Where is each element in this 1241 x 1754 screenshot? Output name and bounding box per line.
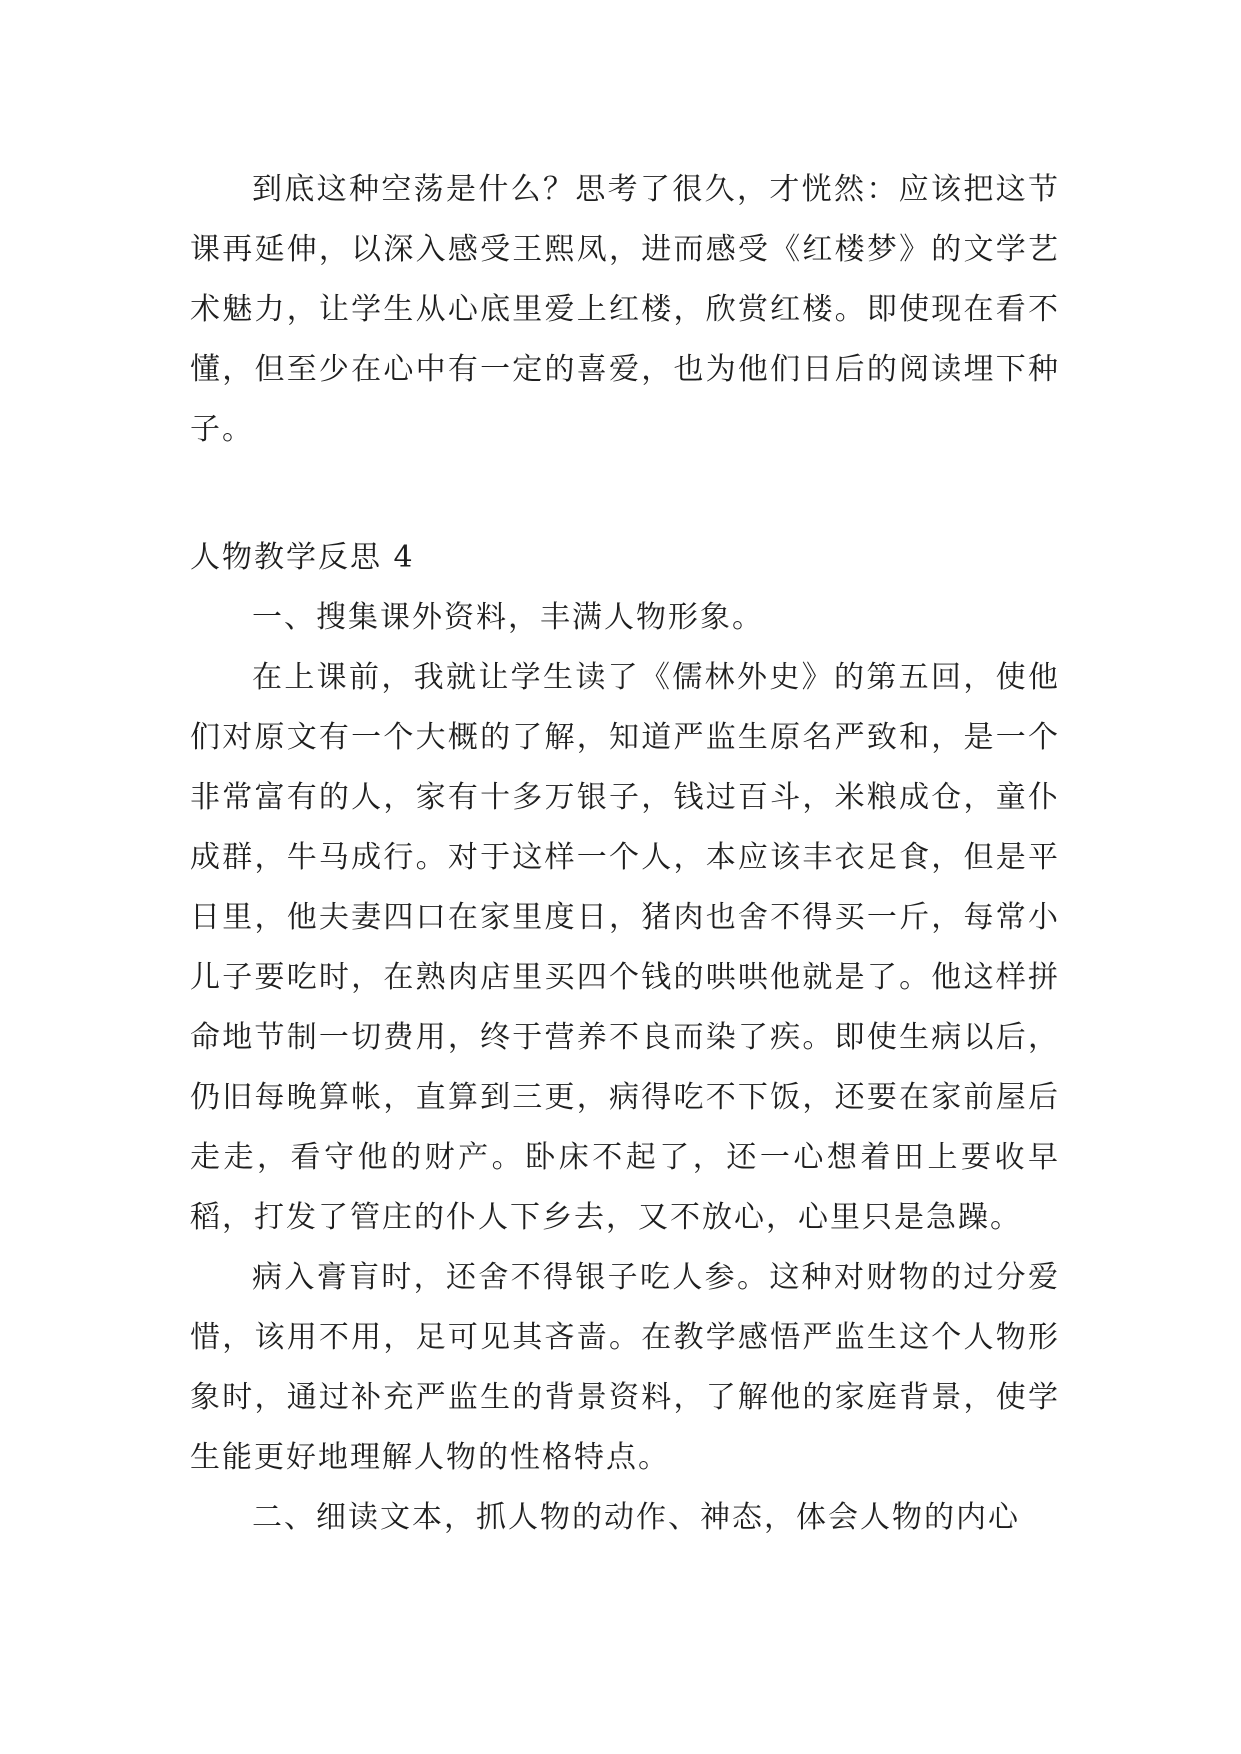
paragraph-stinginess: 病入膏肓时，还舍不得银子吃人参。这种对财物的过分爱惜，该用不用，足可见其吝啬。在教学感悟严监生这个人物形象时，通过补充严监生的背景资料，了解他的家庭背景，使学生能更好地理解人物的性格特点。 [190,1260,1060,1475]
paragraph-background: 在上课前，我就让学生读了《儒林外史》的第五回，使他们对原文有一个大概的了解，知道严监生原名严致和，是一个非常富有的人，家有十多万银子，钱过百斗，米粮成仓，童仆成群，牛马成行。对于这样一个人，本应该丰衣足食，但是平日里，他夫妻四口在家里度日，猪肉也舍不得买一斤，每常小儿子要吃时，在熟肉店里买四个钱的哄哄他就是了。他这样拼命地节制一切费用，终于营养不良而染了疾。即使生病以后，仍旧每晚算帐，直算到三更，病得吃不下饭，还要在家前屋后走走，看守他的财产。卧床不起了，还一心想着田上要收早稻，打发了管庄的仆人下乡去，又不放心，心里只是急躁。 [190,660,1060,1235]
paragraph-reflection-conclusion: 到底这种空荡是什么？思考了很久，才恍然：应该把这节课再延伸，以深入感受王熙凤，进而感受《红楼梦》的文学艺术魅力，让学生从心底里爱上红楼，欣赏红楼。即使现在看不懂，但至少在心中有一定的喜爱，也为他们日后的阅读埋下种子。 [190,172,1060,447]
paragraph-point-two: 二、细读文本，抓人物的动作、神态，体会人物的内心 [252,1500,1020,1535]
section-title: 人物教学反思 4 [190,540,415,575]
paragraph-point-one: 一、搜集课外资料，丰满人物形象。 [252,600,764,635]
document-body [190,160,1060,1548]
